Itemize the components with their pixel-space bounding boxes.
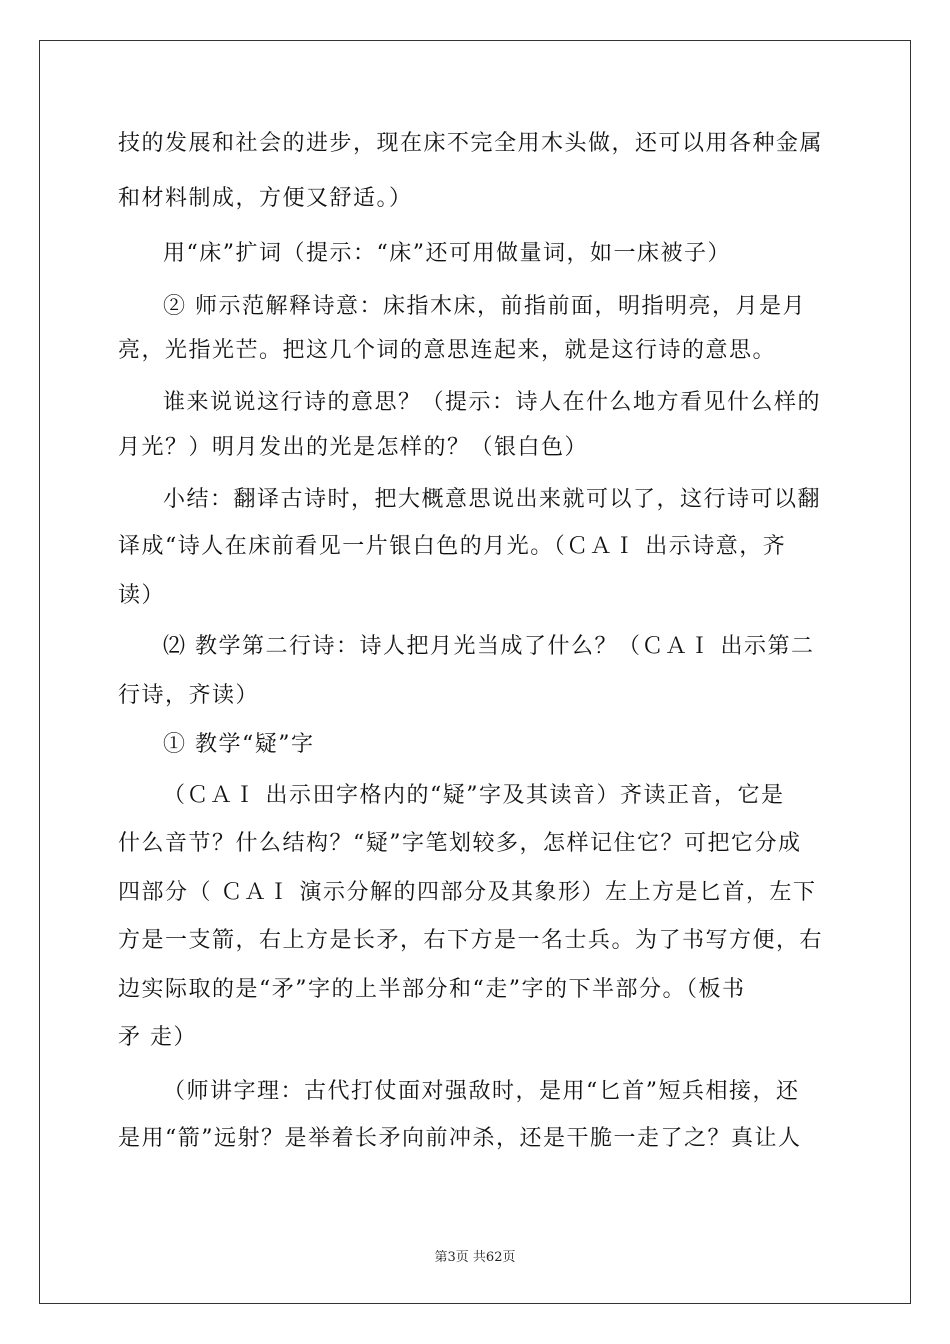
text-line: 小结：翻译古诗时，把大概意思说出来就可以了，这行诗可以翻 [163,487,822,512]
text-line: 月光？）明月发出的光是怎样的？（银白色） [118,435,589,460]
page-number: 第3页 共62页 [434,1250,516,1265]
text-line: 译成“诗人在床前看见一片银白色的月光。（ＣＡＩ 出示诗意，齐 [118,534,787,559]
text-line: 亮，光指光芒。把这几个词的意思连起来，就是这行诗的意思。 [118,338,777,363]
text-line: 行诗，齐读） [118,683,260,708]
text-line: ① 教学“疑”字 [163,732,315,757]
text-line: ② 师示范解释诗意：床指木床，前指前面，明指明亮，月是月 [163,294,806,319]
text-line: 用“床”扩词（提示：“床”还可用做量词，如一床被子） [163,241,731,266]
text-line: ⑵ 教学第二行诗：诗人把月光当成了什么？（ＣＡＩ 出示第二 [163,634,815,659]
text-line: 四部分（ ＣＡＩ 演示分解的四部分及其象形）左上方是匕首，左下 [118,880,817,905]
text-line: 矛 走） [118,1025,197,1050]
text-line: 边实际取的是“矛”字的上半部分和“走”字的下半部分。（板书 [118,977,746,1002]
page-border [39,40,911,1304]
text-line: （师讲字理：古代打仗面对强敌时，是用“匕首”短兵相接，还 [163,1079,800,1104]
text-line: 是用“箭”远射？是举着长矛向前冲杀，还是干脆一走了之？真让人 [118,1126,802,1151]
text-line: 方是一支箭，右上方是长矛，右下方是一名士兵。为了书写方便，右 [118,928,824,953]
text-line: （ＣＡＩ 出示田字格内的“疑”字及其读音）齐读正音，它是 [163,783,785,808]
text-line: 什么音节？什么结构？“疑”字笔划较多，怎样记住它？可把它分成 [118,831,802,856]
text-line: 和材料制成，方便又舒适。） [118,186,413,211]
text-line: 谁来说说这行诗的意思？（提示：诗人在什么地方看见什么样的 [163,390,822,415]
text-line: 技的发展和社会的进步，现在床不完全用木头做，还可以用各种金属 [118,131,824,156]
text-line: 读） [118,583,166,608]
